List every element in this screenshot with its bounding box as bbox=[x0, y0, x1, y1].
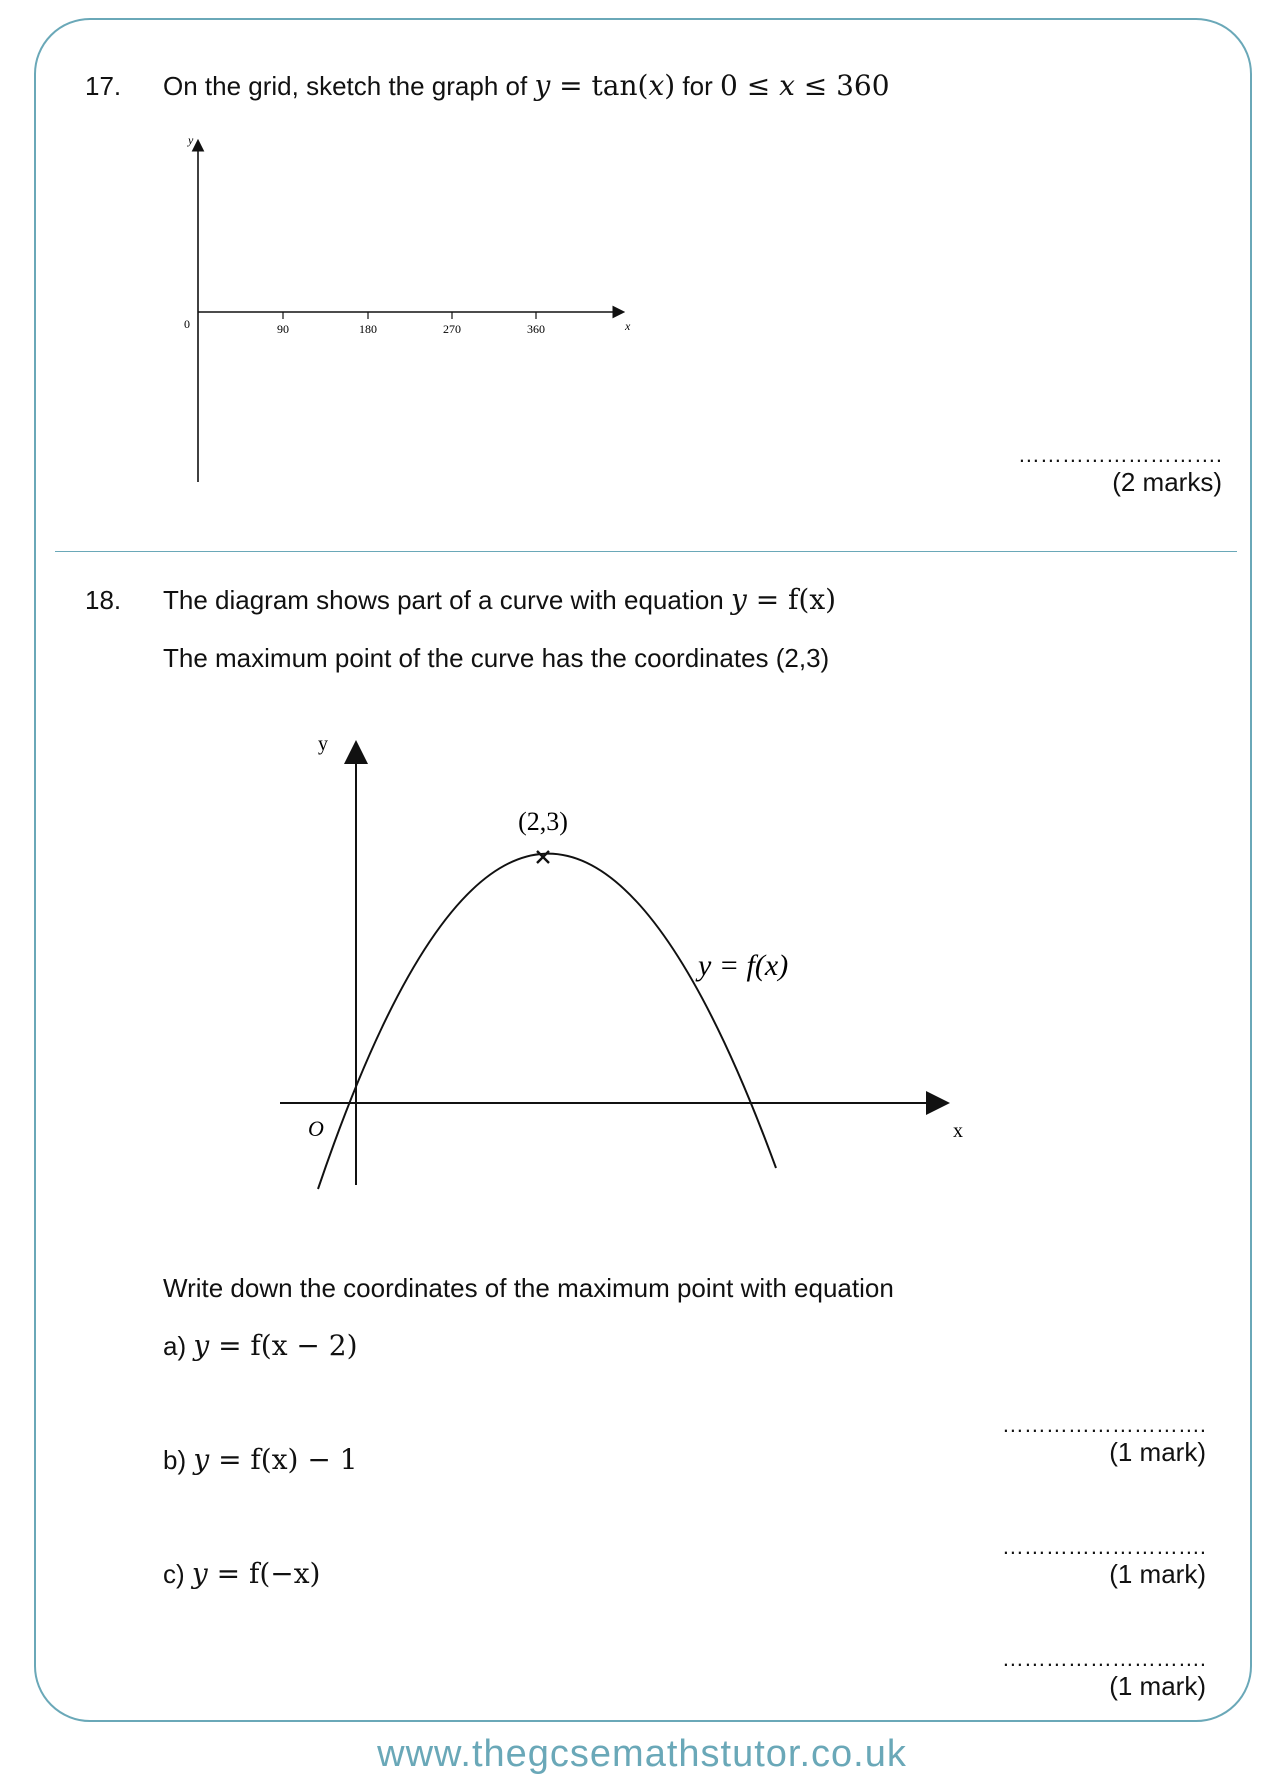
q18-part-b-eq: = f(x) − 1 bbox=[209, 1443, 358, 1476]
q18-line1-eq: = f(x) bbox=[746, 583, 837, 616]
q18-line1-y: y bbox=[730, 583, 747, 616]
q17-number: 17. bbox=[85, 71, 122, 101]
q18-origin-label: O bbox=[308, 1116, 324, 1141]
q18-answer-b bbox=[906, 1536, 1206, 1590]
q18-answer-a-marks: (1 mark) bbox=[1109, 1437, 1206, 1467]
q18-max-point-label: (2,3) bbox=[518, 807, 568, 836]
q18-answer-a-dots[interactable]: ………………………. bbox=[1001, 1412, 1206, 1437]
q18-diagram bbox=[260, 730, 980, 1190]
q18-part-b-y: y bbox=[193, 1443, 210, 1476]
q17-prompt-start: On the grid, sketch the graph of bbox=[163, 71, 535, 101]
q18-answer-b-dots[interactable]: ………………………. bbox=[1001, 1534, 1206, 1559]
q17-prompt-for: for bbox=[675, 71, 720, 101]
q18-instruction: Write down the coordinates of the maximum point with equation bbox=[163, 1273, 894, 1303]
q18-answer-c-dots[interactable]: ………………………. bbox=[1001, 1646, 1206, 1671]
q17-prompt-eq: = tan( bbox=[550, 69, 649, 102]
q18-number: 18. bbox=[85, 585, 122, 615]
q18-answer-c-marks: (1 mark) bbox=[1109, 1671, 1206, 1701]
q18-part-b bbox=[163, 1444, 358, 1476]
q17-range-end: ≤ 360 bbox=[794, 69, 890, 102]
q18-part-c-label: c) bbox=[163, 1559, 192, 1589]
q18-answer-c bbox=[906, 1648, 1206, 1702]
q17-tick-label: 90 bbox=[277, 322, 289, 336]
q17-y-label: y bbox=[188, 133, 194, 147]
q17-range-start: 0 ≤ bbox=[719, 69, 780, 102]
q18-part-a bbox=[163, 1330, 358, 1362]
q17-grid bbox=[170, 130, 650, 490]
q18-curve bbox=[318, 854, 776, 1189]
q18-x-label: x bbox=[953, 1120, 963, 1142]
q17-tick-label: 360 bbox=[527, 322, 545, 336]
q17-origin-label: 0 bbox=[184, 317, 190, 331]
divider bbox=[55, 551, 1237, 552]
q18-line1 bbox=[163, 584, 836, 616]
q18-answer-a bbox=[906, 1414, 1206, 1468]
q18-part-a-y: y bbox=[193, 1329, 210, 1362]
q18-max-point-marker bbox=[537, 851, 549, 863]
q17-tick-label: 270 bbox=[443, 322, 461, 336]
q18-line1-text: The diagram shows part of a curve with equation bbox=[163, 585, 731, 615]
q18-part-c bbox=[163, 1558, 320, 1590]
q17-prompt bbox=[163, 70, 890, 102]
q17-x-label: x bbox=[625, 319, 631, 333]
q17-range-x: x bbox=[779, 69, 795, 102]
q18-part-b-label: b) bbox=[163, 1445, 194, 1475]
q18-part-a-eq: = f(x − 2) bbox=[209, 1329, 358, 1362]
q17-marks: (2 marks) bbox=[1112, 467, 1222, 497]
q18-part-c-eq: = f(−x) bbox=[207, 1557, 321, 1590]
q17-answer-area bbox=[922, 444, 1222, 498]
q18-y-label: y bbox=[318, 733, 328, 755]
q17-prompt-x: x bbox=[648, 69, 665, 102]
q18-part-a-label: a) bbox=[163, 1331, 194, 1361]
q17-prompt-close: ) bbox=[664, 69, 676, 102]
q18-curve-label: y = f(x) bbox=[698, 949, 789, 982]
footer-url[interactable]: www.thegcsemathstutor.co.uk bbox=[377, 1733, 907, 1775]
q17-prompt-y: y bbox=[534, 69, 551, 102]
q18-line2: The maximum point of the curve has the coordinates (2,3) bbox=[163, 643, 830, 673]
q18-part-c-y: y bbox=[191, 1557, 208, 1590]
q17-tick-label: 180 bbox=[359, 322, 377, 336]
q18-answer-b-marks: (1 mark) bbox=[1109, 1559, 1206, 1589]
q17-answer-dots[interactable]: ………………………. bbox=[1017, 442, 1222, 467]
